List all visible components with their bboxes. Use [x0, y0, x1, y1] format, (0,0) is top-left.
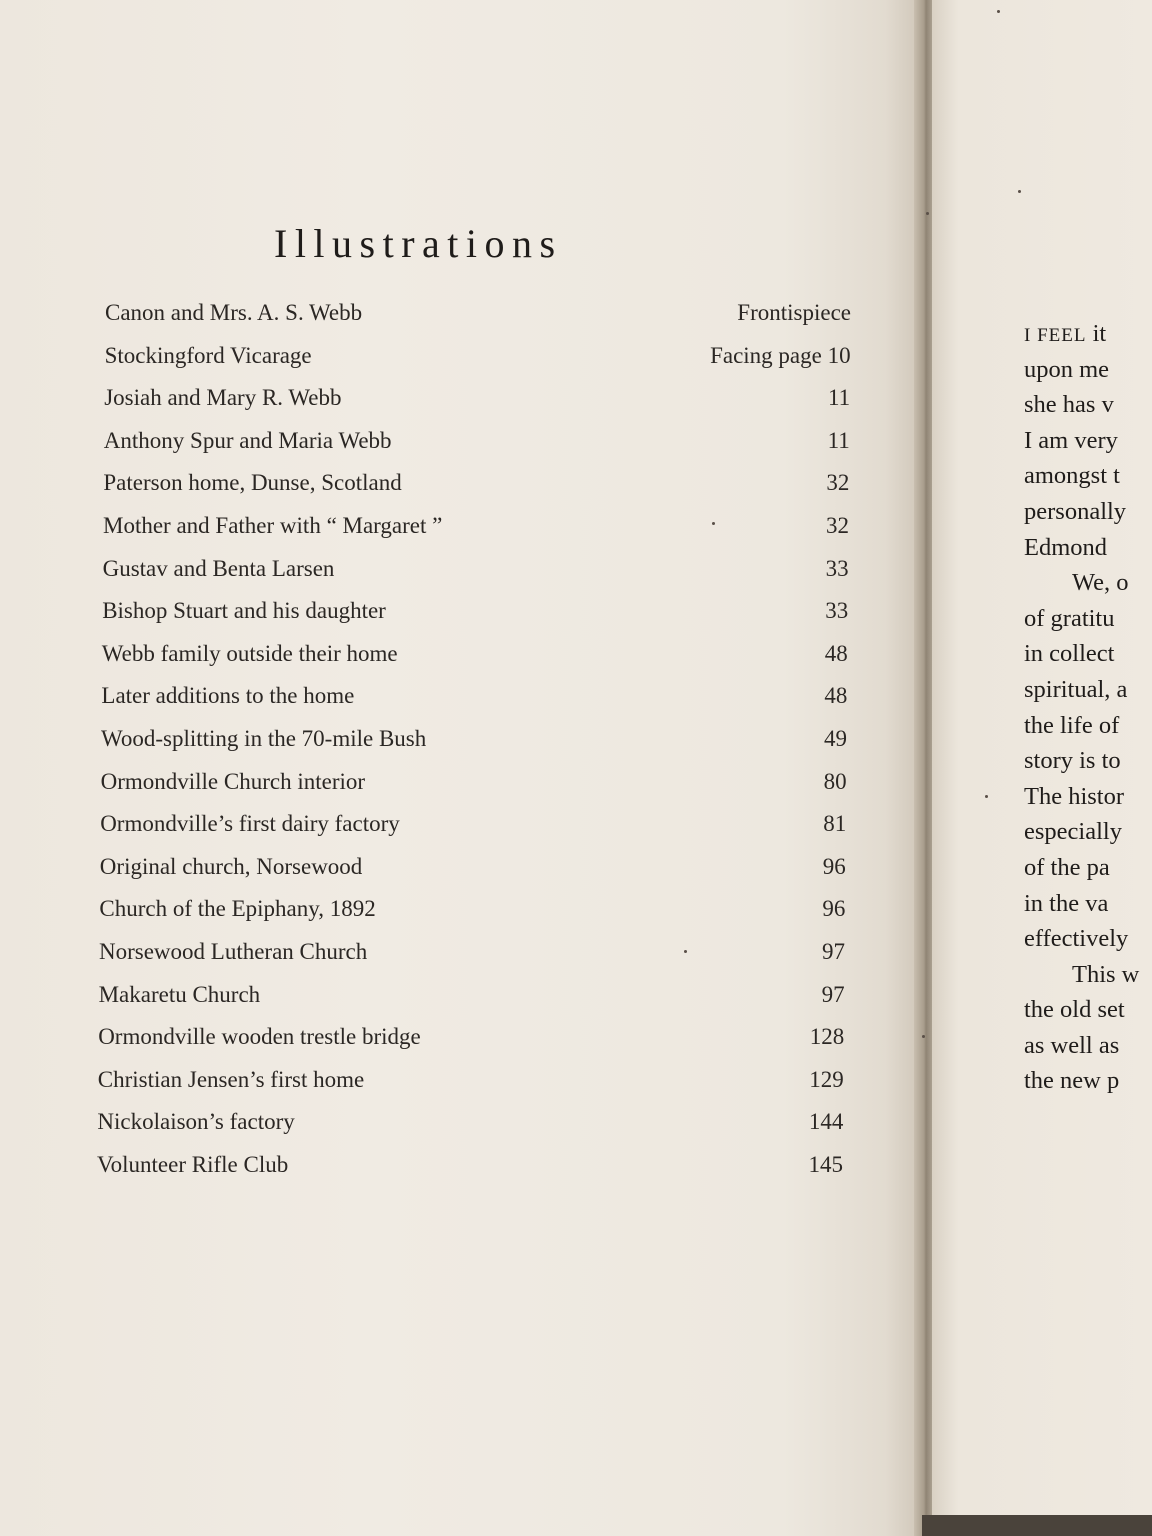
- text-line: the old set: [1024, 996, 1125, 1024]
- text-line: personally: [1024, 497, 1127, 525]
- illustration-entry: [101, 681, 847, 711]
- illustration-entry: [100, 852, 846, 882]
- illustration-entry: [98, 1022, 844, 1052]
- text-line: amongst t: [1024, 462, 1120, 490]
- illustration-entry: [103, 554, 849, 584]
- text-line: in collect: [1024, 640, 1115, 668]
- illustration-page-number: 81: [823, 811, 847, 837]
- illustration-title: Mother and Father with “ Margaret ”: [103, 513, 443, 538]
- illustration-page-number: 145: [808, 1152, 843, 1177]
- illustration-entry: [99, 937, 845, 967]
- illustration-page-number: Facing page 10: [710, 342, 851, 368]
- illustration-title: Ormondville’s first dairy factory: [100, 811, 400, 837]
- illustration-entry: [101, 724, 847, 754]
- illustration-title: Webb family outside their home: [101, 640, 398, 666]
- illustration-page-number: 80: [823, 768, 847, 794]
- smallcaps-opening: I FEEL: [1024, 325, 1087, 346]
- illustration-page-number: 128: [809, 1024, 845, 1050]
- illustration-page-number: 97: [822, 939, 845, 964]
- illustration-title: Canon and Mrs. A. S. Webb: [105, 300, 363, 325]
- illustration-entry: [98, 1065, 844, 1095]
- illustration-title: Stockingford Vicarage: [104, 342, 312, 368]
- text-line: spiritual, a: [1024, 675, 1128, 703]
- text-line: the life of: [1024, 711, 1120, 739]
- illustration-title: Anthony Spur and Maria Webb: [103, 427, 392, 453]
- illustration-page-number: 33: [825, 598, 849, 624]
- page-title: Illustrations: [274, 221, 563, 266]
- illustration-title: Makaretu Church: [98, 981, 261, 1007]
- paper-speck: [1018, 190, 1021, 193]
- illustration-page-number: 32: [826, 513, 849, 538]
- illustration-entry: [97, 1150, 843, 1180]
- illustration-entry: [103, 511, 849, 541]
- illustration-page-number: 48: [824, 683, 848, 709]
- illustration-page-number: 129: [809, 1066, 844, 1092]
- text-line: the new p: [1024, 1067, 1120, 1095]
- text-line: as well as: [1024, 1031, 1120, 1059]
- illustration-page-number: Frontispiece: [737, 300, 851, 325]
- text-line: especially: [1024, 818, 1122, 846]
- text-line: This w: [1072, 960, 1140, 988]
- illustration-title: Nickolaison’s factory: [97, 1109, 295, 1135]
- illustration-page-number: 11: [828, 385, 851, 411]
- illustration-title: Original church, Norsewood: [99, 853, 363, 879]
- text-line: effectively: [1024, 925, 1129, 953]
- paper-speck: [926, 212, 929, 215]
- illustration-page-number: 96: [822, 853, 846, 879]
- illustration-page-number: 49: [824, 726, 847, 751]
- illustration-entry: [105, 298, 851, 328]
- text-line: We, o: [1072, 569, 1129, 597]
- illustration-entry: [102, 596, 848, 626]
- illustration-title: Christian Jensen’s first home: [97, 1066, 365, 1092]
- text-line: [1024, 316, 1152, 352]
- illustration-title: Volunteer Rifle Club: [97, 1152, 289, 1177]
- illustration-entry: [99, 980, 845, 1010]
- illustration-title: Paterson home, Dunse, Scotland: [103, 470, 402, 496]
- page-edge: [922, 1515, 1152, 1536]
- illustration-title: Church of the Epiphany, 1892: [99, 896, 376, 922]
- illustration-page-number: 11: [827, 427, 850, 453]
- illustration-page-number: 97: [821, 981, 845, 1007]
- illustration-entry: [104, 426, 850, 456]
- paper-speck: [997, 10, 1000, 13]
- text-line: Edmond: [1024, 533, 1108, 561]
- text-line: The histor: [1024, 782, 1125, 810]
- text-line: of the pa: [1024, 853, 1110, 881]
- illustration-entry: [103, 468, 849, 498]
- text-line: I am very: [1024, 426, 1118, 454]
- text-line: of gratitu: [1024, 604, 1115, 632]
- illustration-title: Wood-splitting in the 70-mile Bush: [101, 726, 427, 751]
- illustration-entry: [100, 809, 846, 839]
- illustration-title: Ormondville Church interior: [100, 768, 366, 794]
- illustration-entry: [102, 639, 848, 669]
- paper-speck: [684, 950, 687, 953]
- illustration-page-number: 33: [825, 555, 849, 581]
- right-page-text: [1024, 316, 1152, 1099]
- paper-speck: [985, 795, 988, 798]
- paper-speck: [922, 1035, 925, 1038]
- illustration-title: Later additions to the home: [101, 683, 355, 709]
- illustration-title: Norsewood Lutheran Church: [99, 939, 368, 964]
- illustration-title: Gustav and Benta Larsen: [102, 555, 335, 581]
- illustration-title: Josiah and Mary R. Webb: [104, 385, 342, 411]
- text-line: in the va: [1024, 889, 1109, 917]
- illustration-entry: [101, 767, 847, 797]
- paper-speck: [712, 522, 715, 525]
- illustration-page-number: 32: [826, 470, 850, 496]
- text-fragment: it: [1086, 320, 1107, 347]
- illustration-entry: [97, 1107, 843, 1137]
- illustration-entry: [105, 341, 851, 371]
- text-line: she has v: [1024, 391, 1114, 419]
- text-line: upon me: [1024, 355, 1110, 383]
- illustration-title: Ormondville wooden trestle bridge: [98, 1024, 421, 1050]
- illustration-title: Bishop Stuart and his daughter: [102, 598, 386, 624]
- text-line: story is to: [1024, 747, 1121, 775]
- illustration-page-number: 144: [808, 1109, 844, 1135]
- illustration-page-number: 48: [824, 640, 848, 666]
- illustration-page-number: 96: [822, 896, 846, 922]
- illustration-entry: [104, 383, 850, 413]
- illustration-entry: [99, 894, 845, 924]
